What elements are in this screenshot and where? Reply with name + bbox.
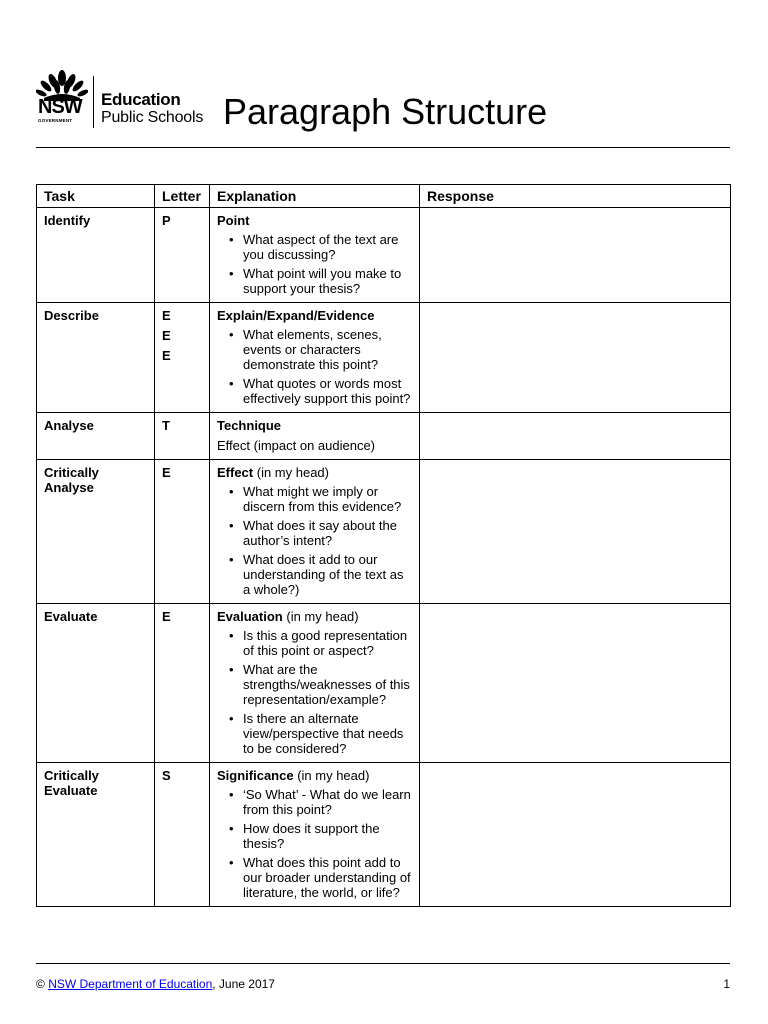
logo-wordmark: NSW — [38, 96, 82, 118]
explanation-heading — [217, 213, 412, 228]
list-item: • What point will you make to support your thesis? — [243, 266, 412, 296]
list-item: • Is this a good representation of this point or aspect? — [243, 628, 412, 658]
explanation-bullets — [217, 484, 412, 597]
table-row — [37, 460, 731, 604]
list-item: • What might we imply or discern from this evidence? — [243, 484, 412, 514]
explanation-cell — [210, 460, 420, 604]
explanation-bullets — [217, 787, 412, 900]
page-title: Paragraph Structure — [223, 91, 548, 132]
peteeees-letter: E — [162, 328, 171, 343]
explanation-heading — [217, 768, 412, 783]
nsw-department-link[interactable]: NSW Department of Education — [48, 977, 213, 991]
peteeees-letter: E — [162, 308, 171, 323]
table-row — [37, 208, 731, 303]
letter-cell — [155, 604, 210, 763]
response-cell[interactable] — [420, 460, 731, 604]
copyright-symbol: © — [36, 977, 45, 991]
letter-cell — [155, 413, 210, 460]
explanation-cell — [210, 303, 420, 413]
explanation-title: Point — [217, 213, 250, 228]
page-header — [36, 70, 730, 130]
list-item: • What elements, scenes, events or characters demonstrate this point? — [243, 327, 412, 372]
column-header-response: Response — [420, 185, 731, 208]
task-cell: Identify — [37, 208, 155, 303]
peteeees-letter: E — [162, 609, 171, 624]
logo-divider — [93, 76, 94, 128]
list-item: • Is there an alternate view/perspective that needs to be considered? — [243, 711, 412, 756]
explanation-heading — [217, 465, 412, 480]
response-cell[interactable] — [420, 208, 731, 303]
explanation-bullets — [217, 327, 412, 406]
task-cell: Critically Analyse — [37, 460, 155, 604]
explanation-cell — [210, 413, 420, 460]
list-item: • What does it add to our understanding of the text as a whole?) — [243, 552, 412, 597]
task-cell: Describe — [37, 303, 155, 413]
column-header-letter: Letter — [155, 185, 210, 208]
explanation-note: Effect (impact on audience) — [217, 438, 376, 453]
letter-cell — [155, 763, 210, 907]
nsw-education-logo — [36, 70, 216, 130]
page-number: 1 — [723, 977, 730, 991]
explanation-title: Explain/Expand/Evidence — [217, 308, 375, 323]
peteeees-letter: P — [162, 213, 171, 228]
explanation-bullets — [217, 232, 412, 296]
page-footer — [36, 977, 730, 991]
paragraph-structure-table — [36, 184, 731, 907]
header-divider — [36, 147, 730, 148]
list-item: • What quotes or words most effectively support this point? — [243, 376, 412, 406]
org-name-line2: Public Schools — [101, 109, 204, 126]
table-header-row — [37, 185, 731, 208]
task-cell: Critically Evaluate — [37, 763, 155, 907]
list-item: • What does it say about the author’s intent? — [243, 518, 412, 548]
letter-cell — [155, 460, 210, 604]
letter-cell — [155, 303, 210, 413]
column-header-task: Task — [37, 185, 155, 208]
response-cell[interactable] — [420, 763, 731, 907]
response-cell[interactable] — [420, 604, 731, 763]
peteeees-letter: S — [162, 768, 171, 783]
footer-divider — [36, 963, 730, 964]
explanation-bullets — [217, 628, 412, 756]
explanation-title-suffix: (in my head) — [253, 465, 329, 480]
footer-date: , June 2017 — [212, 977, 275, 991]
logo-government-text: GOVERNMENT — [38, 118, 73, 123]
explanation-heading — [217, 308, 412, 323]
table-row — [37, 604, 731, 763]
table-row — [37, 763, 731, 907]
response-cell[interactable] — [420, 413, 731, 460]
list-item: • What does this point add to our broader understanding of literature, the world, or life? — [243, 855, 412, 900]
list-item: • What aspect of the text are you discussing? — [243, 232, 412, 262]
explanation-title-suffix: (in my head) — [282, 609, 359, 624]
explanation-cell — [210, 208, 420, 303]
explanation-title: Effect — [217, 465, 254, 480]
explanation-title: Technique — [217, 418, 282, 433]
letter-cell — [155, 208, 210, 303]
table-row — [37, 303, 731, 413]
list-item: • How does it support the thesis? — [243, 821, 412, 851]
explanation-heading — [217, 609, 412, 624]
explanation-cell — [210, 604, 420, 763]
task-cell: Analyse — [37, 413, 155, 460]
table-row — [37, 413, 731, 460]
list-item: • What are the strengths/weaknesses of this representation/example? — [243, 662, 412, 707]
explanation-title-suffix: (in my head) — [293, 768, 370, 783]
peteeees-letter: E — [162, 465, 171, 480]
explanation-title: Evaluation — [217, 609, 283, 624]
list-item: • ‘So What’ - What do we learn from this point? — [243, 787, 412, 817]
column-header-explanation: Explanation — [210, 185, 420, 208]
explanation-cell — [210, 763, 420, 907]
explanation-title: Significance — [217, 768, 294, 783]
peteeees-letter: T — [162, 418, 170, 433]
task-cell: Evaluate — [37, 604, 155, 763]
org-name-line1: Education — [101, 90, 181, 109]
response-cell[interactable] — [420, 303, 731, 413]
explanation-heading — [217, 418, 412, 433]
peteeees-letter: E — [162, 348, 171, 363]
